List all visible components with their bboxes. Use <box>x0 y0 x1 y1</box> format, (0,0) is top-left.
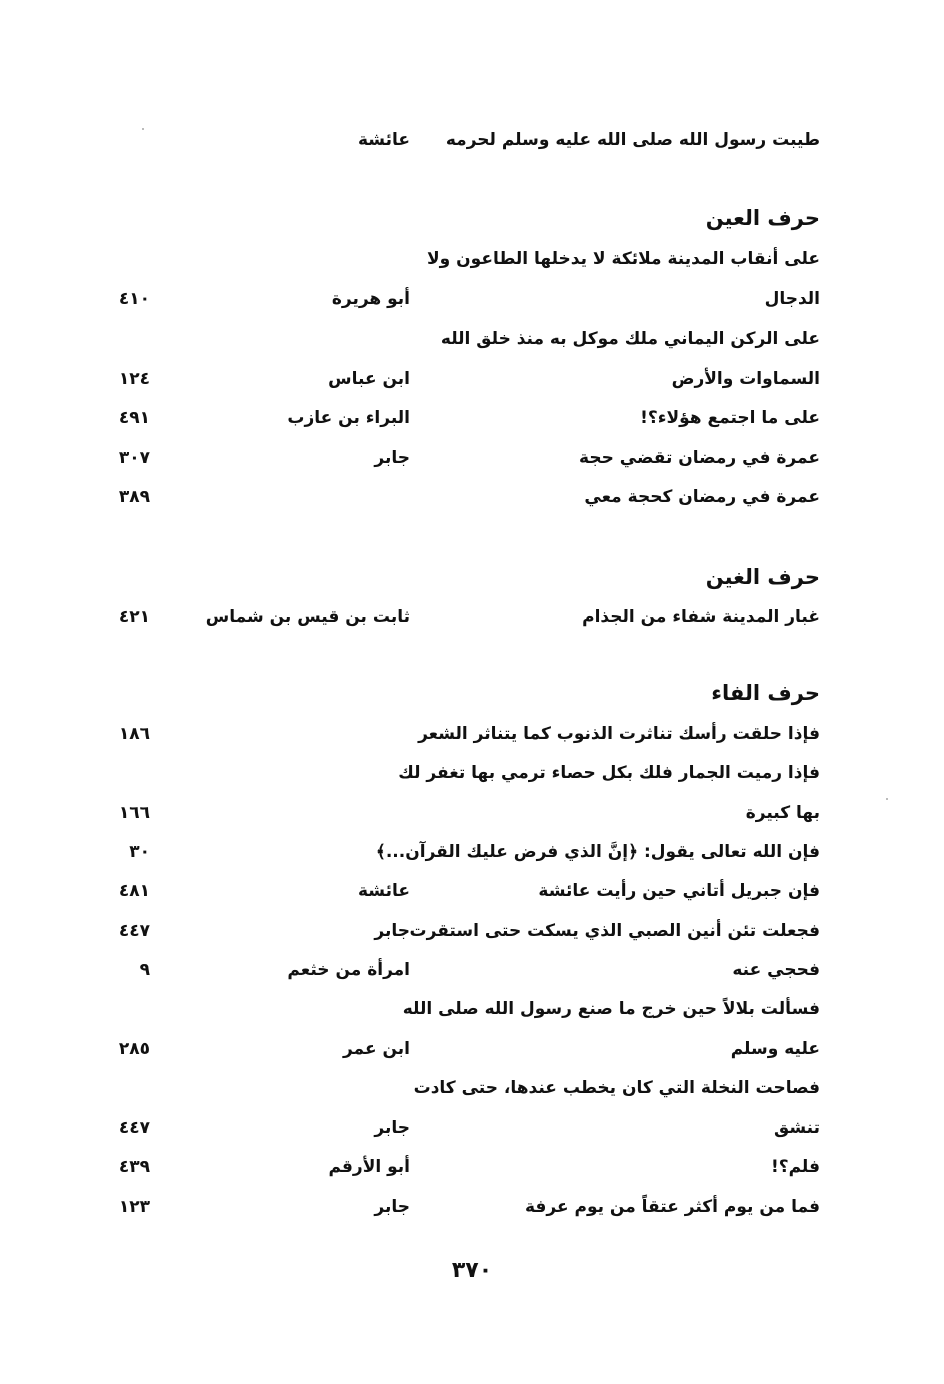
entry-text: فإن جبريل أتاني حين رأيت عائشة <box>538 881 820 901</box>
entry-text: على ما اجتمع هؤلاء؟! <box>640 408 820 428</box>
index-entry <box>100 915 820 947</box>
entry-narrator: أبو الأرقم <box>328 1157 410 1177</box>
page-number: ٣٧٠ <box>451 1258 493 1283</box>
entry-narrator: ابن عباس <box>328 369 410 389</box>
entry-text: فصاحت النخلة التي كان يخطب عندها، حتى كادت <box>413 1078 820 1098</box>
index-entry <box>100 797 820 829</box>
entry-text: غبار المدينة شفاء من الجذام <box>582 607 820 627</box>
entry-page-number: ٣٨٩ <box>118 487 150 507</box>
entry-page-number: ٣٠ <box>129 842 150 862</box>
index-entry <box>100 1191 820 1223</box>
entry-text: فإذا حلقت رأسك تناثرت الذنوب كما يتناثر الشعر <box>418 724 820 744</box>
entry-text: تنشق <box>774 1118 820 1138</box>
entry-page-number: ١٦٦ <box>118 803 150 823</box>
index-entry <box>100 1072 820 1104</box>
section-heading-label: حرف العين <box>705 206 820 230</box>
entry-page-number: ٤٩١ <box>118 408 150 428</box>
entry-text: عمرة في رمضان كحجة معي <box>584 487 820 507</box>
entry-text: السماوات والأرض <box>671 369 820 389</box>
entry-page-number: ٤٤٧ <box>118 1118 150 1138</box>
entry-page-number: ٤٢١ <box>118 607 150 627</box>
index-entry <box>100 601 820 633</box>
entry-narrator: جابر <box>374 1197 410 1217</box>
entry-narrator: البراء بن عازب <box>287 408 410 428</box>
entry-narrator: ابن عمر <box>342 1039 410 1059</box>
index-entry <box>100 954 820 986</box>
entry-text: فحجي عنه <box>732 960 820 980</box>
entry-narrator: جابر <box>374 1118 410 1138</box>
index-entry <box>100 363 820 395</box>
entry-text: طيبت رسول الله صلى الله عليه وسلم لحرمه <box>445 130 820 150</box>
entry-page-number: ٣٠٧ <box>118 448 150 468</box>
entry-narrator: عائشة <box>358 130 410 150</box>
index-entry <box>100 1033 820 1065</box>
entry-text: عمرة في رمضان تقضي حجة <box>579 448 820 468</box>
section-heading-label: حرف الفاء <box>711 681 820 705</box>
index-entry <box>100 1151 820 1183</box>
entry-page-number: ١٨٦ <box>118 724 150 744</box>
index-entry <box>100 836 820 868</box>
entry-text: على أنقاب المدينة ملائكة لا يدخلها الطاعون ولا <box>427 249 820 269</box>
entry-narrator: امرأة من خثعم <box>287 960 410 980</box>
section-heading-fa <box>100 675 820 711</box>
entry-text: فما من يوم أكثر عتقاً من يوم عرفة <box>524 1197 820 1217</box>
entry-page-number: ٩ <box>139 960 150 980</box>
index-entry <box>100 718 820 750</box>
entry-text: فإذا رميت الجمار فلك بكل حصاء ترمي بها تغفر لك <box>398 763 820 783</box>
entry-page-number: ٤٣٩ <box>118 1157 150 1177</box>
entry-narrator: ثابت بن قيس بن شماس <box>205 607 410 627</box>
index-entry <box>100 283 820 315</box>
entry-page-number: ١٢٣ <box>118 1197 150 1217</box>
entry-text: فلم؟! <box>770 1157 820 1177</box>
entry-text: فجعلت تئن أنين الصبي الذي يسكت حتى استقرت <box>409 921 820 941</box>
entry-text: على الركن اليماني ملك موكل به منذ خلق الله <box>440 329 820 349</box>
index-entry <box>100 442 820 474</box>
entry-page-number: ٢٨٥ <box>118 1039 150 1059</box>
index-entry <box>100 993 820 1025</box>
entry-text: بها كبيرة <box>745 803 820 823</box>
index-entry <box>100 243 820 275</box>
index-entry <box>100 124 820 156</box>
index-entry <box>100 757 820 789</box>
entry-page-number: ٤٨١ <box>118 881 150 901</box>
index-entry <box>100 481 820 513</box>
index-entry <box>100 402 820 434</box>
index-entry <box>100 1112 820 1144</box>
entry-narrator: جابر <box>374 448 410 468</box>
entry-narrator: جابر <box>374 921 410 941</box>
entry-text: عليه وسلم <box>730 1039 820 1059</box>
entry-narrator: عائشة <box>358 881 410 901</box>
section-heading-ghain <box>100 559 820 595</box>
section-heading-label: حرف الغين <box>705 565 820 589</box>
index-entry <box>100 875 820 907</box>
entry-narrator: أبو هريرة <box>331 289 410 309</box>
entry-page-number: ٤٤٧ <box>118 921 150 941</box>
section-heading-ain <box>100 200 820 236</box>
entry-page-number: ٤١٠ <box>118 289 150 309</box>
entry-text: فسألت بلالاً حين خرج ما صنع رسول الله صلى الله <box>402 999 820 1019</box>
index-entry <box>100 323 820 355</box>
entry-text: فإن الله تعالى يقول: ﴿إنَّ الذي فرض عليك القرآن...﴾ <box>375 842 820 862</box>
scan-speck <box>886 798 888 800</box>
entry-text: الدجال <box>764 289 820 309</box>
entry-page-number: ١٢٤ <box>118 369 150 389</box>
